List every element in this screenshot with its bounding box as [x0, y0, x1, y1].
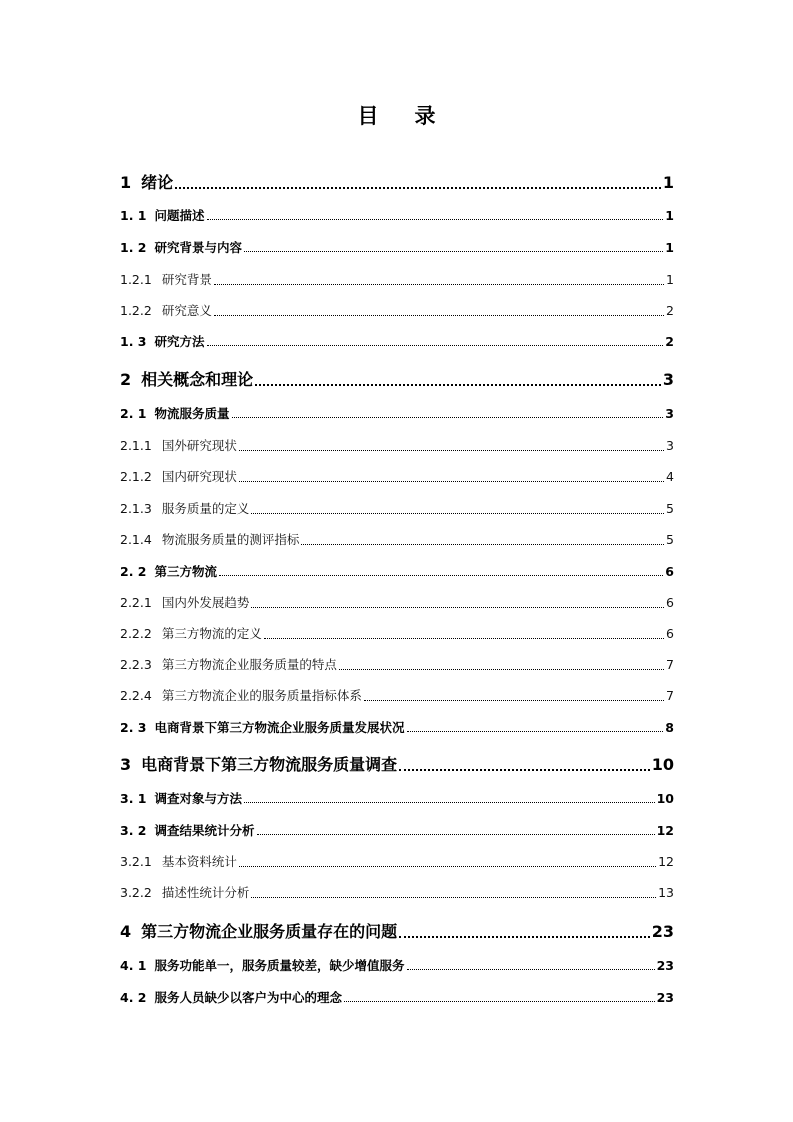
toc-dot-leader — [407, 969, 655, 970]
toc-entry-page: 3 — [662, 370, 674, 389]
toc-entry-label — [120, 752, 397, 775]
toc-entry-title: 第三方物流企业服务质量存在的问题 — [141, 922, 398, 941]
toc-entry-title: 调查结果统计分析 — [154, 823, 255, 838]
toc-entry-number: 4. 1 — [120, 958, 147, 973]
toc-dot-leader — [207, 345, 664, 346]
toc-entry-number: 2.1.3 — [120, 501, 152, 516]
toc-entry-page: 5 — [666, 532, 674, 547]
toc-entry-label — [120, 332, 205, 350]
toc-entry-title: 第三方物流 — [154, 564, 218, 579]
toc-entry-label — [120, 821, 255, 839]
toc-entry-page: 2 — [666, 303, 674, 318]
toc-dot-leader — [255, 384, 661, 386]
toc-entry-page: 8 — [665, 720, 674, 735]
toc-entry-number: 4. 2 — [120, 990, 147, 1005]
toc-entry-label — [120, 624, 262, 642]
toc-entry[interactable] — [120, 562, 674, 580]
toc-dot-leader — [251, 897, 656, 898]
toc-entry-label — [120, 562, 217, 580]
toc-entry-page: 10 — [651, 755, 674, 774]
toc-entry-number: 1. 1 — [120, 208, 147, 223]
toc-entry-number: 2. 1 — [120, 406, 147, 421]
toc-dot-leader — [257, 834, 655, 835]
toc-entry-title: 第三方物流企业服务质量的特点 — [161, 657, 337, 672]
toc-entry-number: 1 — [120, 173, 132, 192]
toc-entry-page: 7 — [666, 688, 674, 703]
toc-entry-title: 描述性统计分析 — [161, 885, 250, 900]
toc-dot-leader — [239, 450, 664, 451]
toc-entry-page: 3 — [665, 406, 674, 421]
toc-dot-leader — [407, 731, 664, 732]
toc-entry-page: 5 — [666, 501, 674, 516]
toc-entry-title: 研究背景 — [161, 272, 212, 287]
toc-entry[interactable] — [120, 852, 674, 870]
toc-entry-label — [120, 883, 249, 901]
toc-entry[interactable] — [120, 919, 674, 942]
toc-entry[interactable] — [120, 530, 674, 548]
toc-entry-page: 3 — [666, 438, 674, 453]
toc-entry-page: 23 — [656, 990, 674, 1005]
toc-entry-number: 2.2.1 — [120, 595, 152, 610]
toc-entry-title: 物流服务质量的测评指标 — [161, 532, 300, 547]
toc-dot-leader — [301, 544, 664, 545]
toc-entry[interactable] — [120, 238, 674, 256]
toc-entry-page: 1 — [665, 240, 674, 255]
toc-entry-number: 2.2.4 — [120, 688, 152, 703]
toc-entry[interactable] — [120, 367, 674, 390]
toc-entry[interactable] — [120, 467, 674, 485]
toc-entry-title: 第三方物流的定义 — [161, 626, 262, 641]
toc-dot-leader — [399, 936, 650, 938]
toc-dot-leader — [175, 187, 661, 189]
toc-entry-title: 服务功能单一，服务质量较差，缺少增值服务 — [154, 958, 405, 973]
toc-entry-title: 国内研究现状 — [161, 469, 237, 484]
toc-dot-leader — [264, 638, 664, 639]
toc-entry[interactable] — [120, 270, 674, 288]
toc-entry-page: 23 — [651, 922, 674, 941]
toc-entry-title: 国外研究现状 — [161, 438, 237, 453]
toc-entry-label — [120, 593, 249, 611]
toc-dot-leader — [399, 769, 650, 771]
toc-entry-label — [120, 718, 405, 736]
toc-entry[interactable] — [120, 655, 674, 673]
toc-entry-page: 7 — [666, 657, 674, 672]
toc-entry-label — [120, 270, 212, 288]
toc-entry[interactable] — [120, 686, 674, 704]
toc-entry-label — [120, 301, 212, 319]
toc-entry-label — [120, 530, 299, 548]
toc-entry-number: 3.2.2 — [120, 885, 152, 900]
toc-entry-page: 6 — [666, 626, 674, 641]
toc-entry-page: 10 — [656, 791, 674, 806]
toc-dot-leader — [364, 700, 664, 701]
toc-entry-label — [120, 170, 173, 193]
toc-entry-number: 3.2.1 — [120, 854, 152, 869]
toc-entry-page: 6 — [665, 564, 674, 579]
toc-entry-page: 6 — [666, 595, 674, 610]
toc-dot-leader — [339, 669, 664, 670]
toc-entry-label — [120, 238, 242, 256]
toc-entry[interactable] — [120, 332, 674, 350]
toc-entry-title: 物流服务质量 — [154, 406, 230, 421]
toc-entry-title: 研究意义 — [161, 303, 212, 318]
toc-entry-label — [120, 467, 237, 485]
toc-entry-label — [120, 655, 337, 673]
toc-entry-number: 1.2.1 — [120, 272, 152, 287]
toc-entry-label — [120, 367, 253, 390]
toc-entry-title: 研究方法 — [154, 334, 205, 349]
toc-entry-title: 问题描述 — [154, 208, 205, 223]
toc-entry-title: 服务质量的定义 — [161, 501, 250, 516]
toc-entry[interactable] — [120, 624, 674, 642]
toc-dot-leader — [251, 607, 664, 608]
toc-entry-number: 2 — [120, 370, 132, 389]
toc-entry-title: 电商背景下第三方物流服务质量调查 — [141, 755, 398, 774]
toc-entry-number: 2.2.2 — [120, 626, 152, 641]
toc-entry[interactable] — [120, 988, 674, 1006]
toc-entry[interactable] — [120, 718, 674, 736]
toc-dot-leader — [214, 284, 664, 285]
toc-entry-title: 相关概念和理论 — [141, 370, 254, 389]
toc-entry-page: 1 — [666, 272, 674, 287]
toc-entry[interactable] — [120, 170, 674, 193]
toc-entry-page: 12 — [656, 823, 674, 838]
toc-entry[interactable] — [120, 499, 674, 517]
toc-dot-leader — [239, 866, 656, 867]
toc-dot-leader — [244, 251, 663, 252]
toc-entry-number: 3. 1 — [120, 791, 147, 806]
toc-entry-title: 调查对象与方法 — [154, 791, 243, 806]
toc-entry-label — [120, 919, 397, 942]
toc-entry-label — [120, 956, 405, 974]
toc-entry-page: 4 — [666, 469, 674, 484]
toc-entry-page: 12 — [658, 854, 674, 869]
toc-entry-title: 服务人员缺少以客户为中心的理念 — [154, 990, 343, 1005]
page-title: 目录 — [357, 104, 472, 128]
toc-entry-label — [120, 852, 237, 870]
toc-entry[interactable] — [120, 301, 674, 319]
toc-entry-number: 3. 2 — [120, 823, 147, 838]
toc-entry[interactable] — [120, 956, 674, 974]
toc-entry-title: 绪论 — [141, 173, 174, 192]
toc-entry-title: 国内外发展趋势 — [161, 595, 250, 610]
toc-entry-number: 2.1.1 — [120, 438, 152, 453]
toc-entry-title: 研究背景与内容 — [154, 240, 243, 255]
toc-entry[interactable] — [120, 206, 674, 224]
toc-entry-title: 电商背景下第三方物流企业服务质量发展状况 — [154, 720, 405, 735]
toc-entry-number: 1.2.2 — [120, 303, 152, 318]
toc-dot-leader — [244, 802, 655, 803]
toc-entry-label — [120, 789, 242, 807]
toc-entry-label — [120, 404, 230, 422]
toc-entry-page: 1 — [662, 173, 674, 192]
toc-entry-title: 第三方物流企业的服务质量指标体系 — [161, 688, 362, 703]
toc-dot-leader — [239, 481, 664, 482]
toc-entry-page: 1 — [665, 208, 674, 223]
toc-entry-number: 2.2.3 — [120, 657, 152, 672]
toc-entry-page: 23 — [656, 958, 674, 973]
toc-entry-number: 3 — [120, 755, 132, 774]
toc-entry-label — [120, 206, 205, 224]
toc-entry[interactable] — [120, 404, 674, 422]
toc-entry[interactable] — [120, 752, 674, 775]
toc-entry[interactable] — [120, 436, 674, 454]
toc-entry-number: 1. 3 — [120, 334, 147, 349]
toc-entry-page: 2 — [665, 334, 674, 349]
toc-dot-leader — [219, 575, 663, 576]
toc-entry[interactable] — [120, 883, 674, 901]
toc-entry-number: 2.1.2 — [120, 469, 152, 484]
toc-dot-leader — [207, 219, 664, 220]
toc-entry-number: 2. 3 — [120, 720, 147, 735]
toc-entry-number: 2. 2 — [120, 564, 147, 579]
toc-dot-leader — [251, 513, 664, 514]
toc-entry[interactable] — [120, 821, 674, 839]
toc-entry-number: 4 — [120, 922, 132, 941]
toc-entry-page: 13 — [658, 885, 674, 900]
toc-entry-title: 基本资料统计 — [161, 854, 237, 869]
toc-entry-label — [120, 436, 237, 454]
toc-entry-label — [120, 499, 249, 517]
toc-entry-label — [120, 686, 362, 704]
toc-entry-label — [120, 988, 342, 1006]
toc-entry-number: 1. 2 — [120, 240, 147, 255]
toc-entry-number: 2.1.4 — [120, 532, 152, 547]
toc-dot-leader — [214, 315, 664, 316]
toc-dot-leader — [232, 417, 664, 418]
toc-dot-leader — [344, 1001, 655, 1002]
toc-entry[interactable] — [120, 789, 674, 807]
toc-entry[interactable] — [120, 593, 674, 611]
